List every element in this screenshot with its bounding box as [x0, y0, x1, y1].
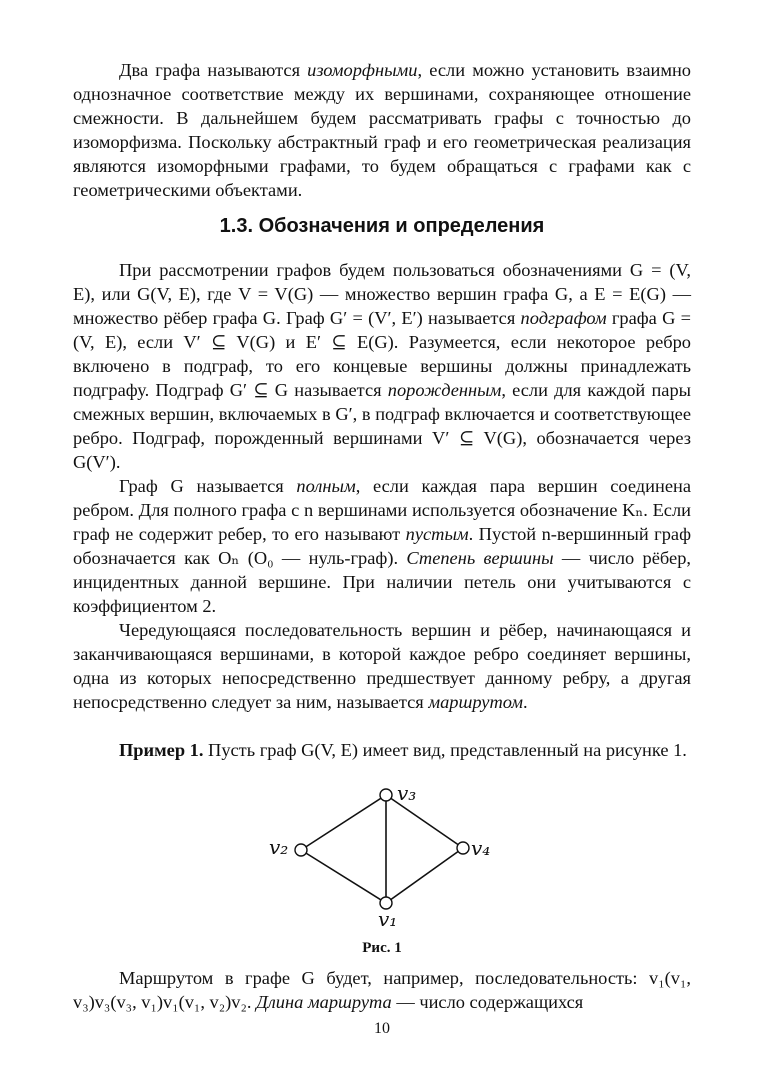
vertex-label-v3: v₃ [397, 781, 417, 805]
edge-v2-v1 [301, 850, 386, 903]
term-subgraph: подграфом [520, 308, 607, 328]
vertex-label-v4: v₄ [471, 836, 491, 860]
graph-figure [255, 780, 495, 935]
paragraph-example: Пример 1. Пусть граф G(V, E) имеет вид, представленный на рисунке 1. [119, 740, 687, 760]
term-empty: пустым [405, 524, 469, 544]
vertex-label-v1: v₁ [378, 907, 398, 930]
section-heading: 1.3. Обозначения и определения [219, 215, 545, 237]
vertex-v2 [295, 844, 307, 856]
paragraph-route: Чередующаяся последовательность вершин и рёбер, начинающаяся и заканчивающаяся вершинами, в которой каждое ребро соединяет вершины, одна из которых непосредственно предшествует данному ребру, а другая непосредственно следует за ним, называется маршрутом. [73, 620, 691, 712]
term-isomorphic: изоморфными [307, 60, 418, 80]
term-route-length: Длина маршрута [256, 992, 392, 1012]
term-induced: порожденным [387, 380, 502, 400]
page-number: 10 [374, 1020, 390, 1037]
paragraph-notation: При рассмотрении графов будем пользоваться обозначениями G = (V, E), или G(V, E), где V = V(G) — множество вершин графа G, а E = E(G) — множество рёбер графа G. Граф G′ = (V′, E′) называется подграфом графа G = (V, E), если V′ ⊆ V(G) и E′ ⊆ E(G). Разумеется, если некоторое ребро включено в подграф, то его концевые вершины должны принадлежать подграфу. Подграф G′ ⊆ G называется порожденным, если для каждой пары смежных вершин, включаемых в G′, в подграф включается и соответствующее ребро. Подграф, порожденный вершинами V′ ⊆ V(G), обозначается через G(V′). [73, 260, 691, 472]
paragraph-complete-graph: Граф G называется полным, если каждая пара вершин соединена ребром. Для полного графа с n вершинами используется обозначение Kₙ. Если граф не содержит ребер, то его называют пустым. Пустой n-вершинный граф обозначается как Oₙ (O₀ — нуль-граф). Степень вершины — число рёбер, инцидентных данной вершине. При наличии петель они учитываются с коэффициентом 2. [73, 476, 691, 616]
vertex-label-v2: v₂ [269, 835, 289, 859]
edge-v1-v4 [386, 848, 463, 903]
vertex-v3 [380, 789, 392, 801]
paragraph-route-example: Маршрутом в графе G будет, например, последовательность: v₁(v₁, v₃)v₃(v₃, v₁)v₁(v₁, v₂)v₂. Длина маршрута — число содержащихся [73, 968, 691, 1012]
figure-caption: Рис. 1 [362, 940, 402, 956]
term-route: маршрутом [428, 692, 523, 712]
graph-diagram [255, 780, 495, 930]
edge-v2-v3 [301, 795, 386, 850]
vertex-v4 [457, 842, 469, 854]
term-degree: Степень вершины [406, 548, 554, 568]
paragraph-isomorphism: Два графа называются изоморфными, если можно установить взаимно однозначное соответствие между их вершинами, сохраняющее отношение смежности. В дальнейшем будем рассматривать графы с точностью до изоморфизма. Поскольку абстрактный граф и его геометрическая реализация являются изоморфными графами, то будем обращаться с графами как с геометрическими объектами. [73, 60, 691, 200]
example-label: Пример 1. [119, 740, 204, 760]
term-complete: полным [296, 476, 356, 496]
